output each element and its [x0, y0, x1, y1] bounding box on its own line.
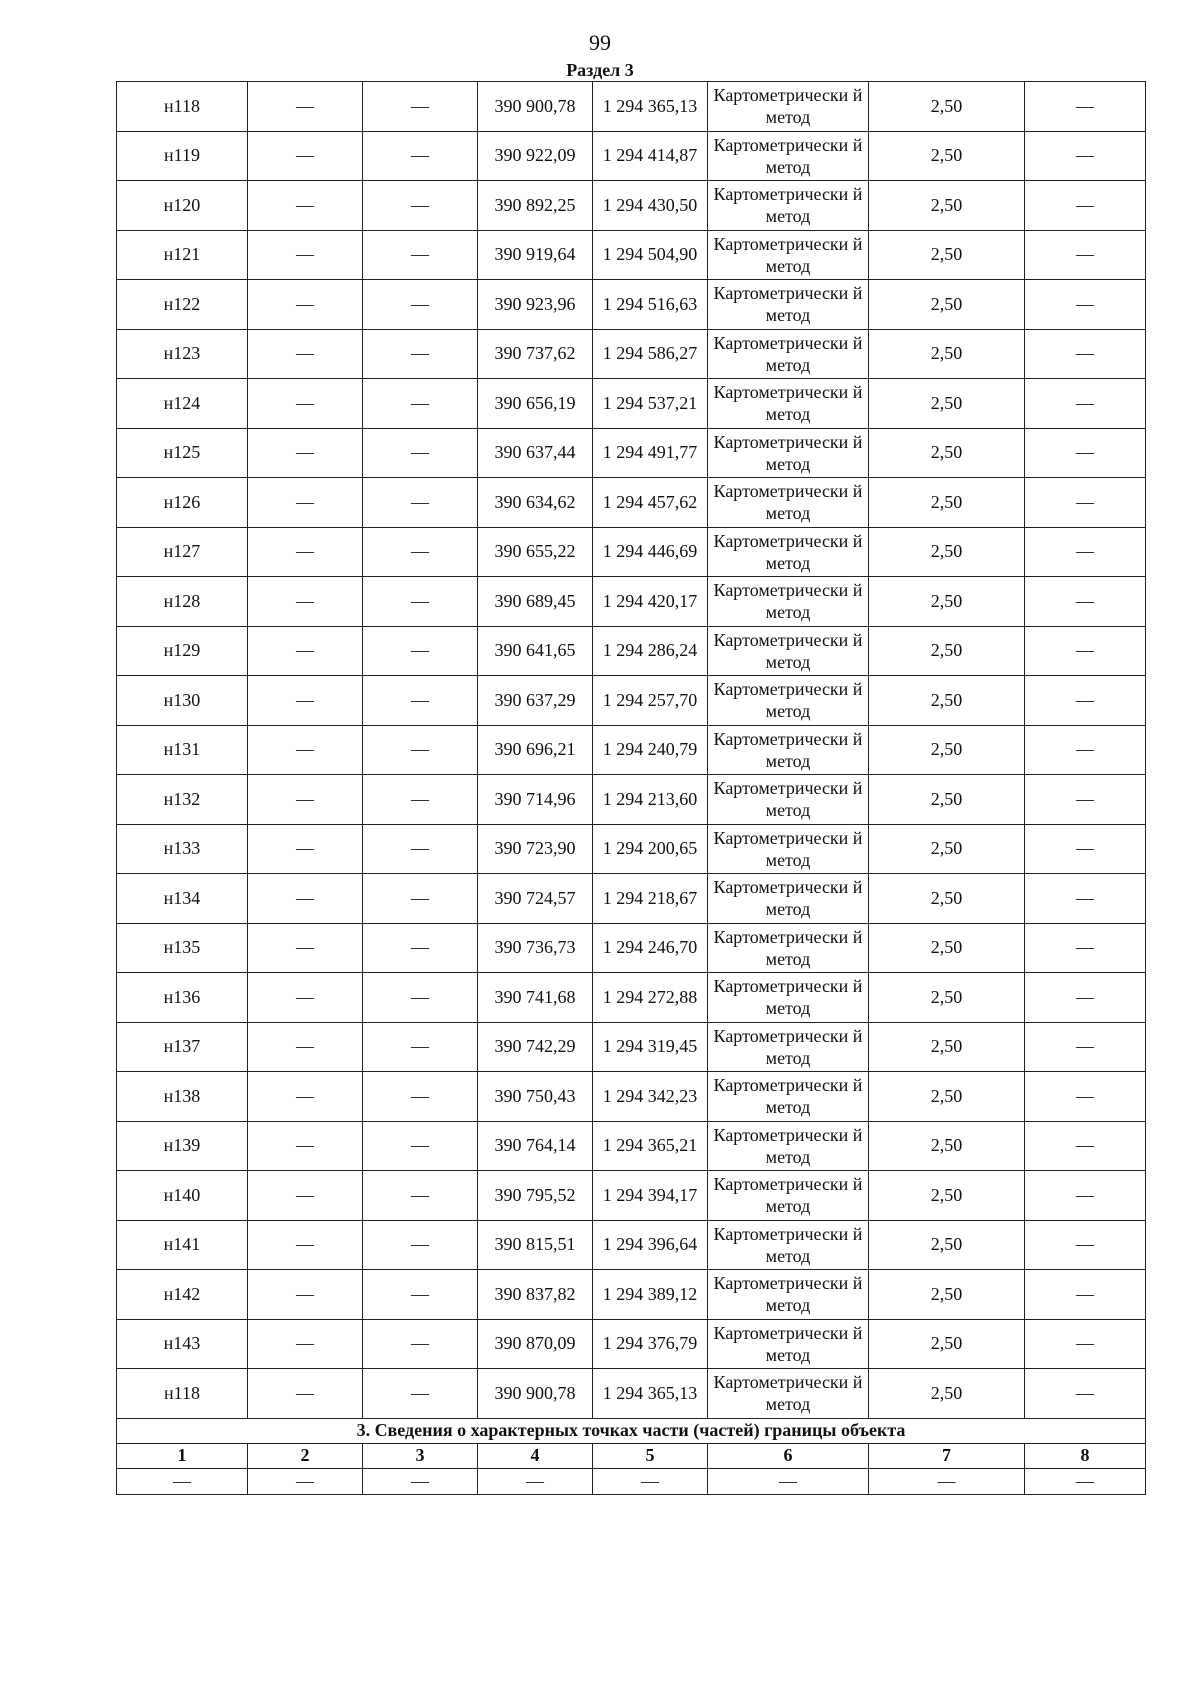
dash-cell: — — [869, 1468, 1025, 1494]
x-coordinate-cell: 390 742,29 — [478, 1022, 593, 1072]
point-name-cell: н126 — [117, 478, 248, 528]
table-row — [117, 1121, 1146, 1171]
point-name-cell: н134 — [117, 874, 248, 924]
x-coordinate-cell: 390 900,78 — [478, 82, 593, 132]
table-row — [117, 280, 1146, 330]
table-row — [117, 1072, 1146, 1122]
table-row — [117, 428, 1146, 478]
dash-cell: — — [363, 131, 478, 181]
y-coordinate-cell: 1 294 365,21 — [593, 1121, 708, 1171]
point-name-cell: н142 — [117, 1270, 248, 1320]
dash-cell: — — [1025, 527, 1146, 577]
column-number-cell: 8 — [1025, 1443, 1146, 1468]
dash-cell: — — [248, 1022, 363, 1072]
y-coordinate-cell: 1 294 457,62 — [593, 478, 708, 528]
table-row — [117, 577, 1146, 627]
dash-cell: — — [248, 329, 363, 379]
dash-cell: — — [248, 725, 363, 775]
dash-cell: — — [248, 379, 363, 429]
dash-cell: — — [1025, 1220, 1146, 1270]
x-coordinate-cell: 390 923,96 — [478, 280, 593, 330]
dash-cell: — — [593, 1468, 708, 1494]
dash-cell: — — [248, 478, 363, 528]
dash-cell: — — [363, 725, 478, 775]
y-coordinate-cell: 1 294 272,88 — [593, 973, 708, 1023]
accuracy-cell: 2,50 — [869, 82, 1025, 132]
dash-cell: — — [363, 775, 478, 825]
accuracy-cell: 2,50 — [869, 1171, 1025, 1221]
part-empty-row — [117, 1468, 1146, 1494]
table-row — [117, 1270, 1146, 1320]
point-name-cell: н143 — [117, 1319, 248, 1369]
accuracy-cell: 2,50 — [869, 824, 1025, 874]
y-coordinate-cell: 1 294 491,77 — [593, 428, 708, 478]
dash-cell: — — [363, 329, 478, 379]
dash-cell: — — [1025, 1270, 1146, 1320]
x-coordinate-cell: 390 723,90 — [478, 824, 593, 874]
y-coordinate-cell: 1 294 376,79 — [593, 1319, 708, 1369]
point-name-cell: н119 — [117, 131, 248, 181]
accuracy-cell: 2,50 — [869, 230, 1025, 280]
x-coordinate-cell: 390 689,45 — [478, 577, 593, 627]
dash-cell: — — [248, 626, 363, 676]
dash-cell: — — [248, 1121, 363, 1171]
column-number-cell: 7 — [869, 1443, 1025, 1468]
dash-cell: — — [363, 428, 478, 478]
dash-cell: — — [248, 577, 363, 627]
part-section-caption: 3. Сведения о характерных точках части (частей) границы объекта — [117, 1418, 1146, 1443]
method-cell: Картометрически й метод — [708, 1220, 869, 1270]
accuracy-cell: 2,50 — [869, 1369, 1025, 1419]
method-cell: Картометрически й метод — [708, 478, 869, 528]
y-coordinate-cell: 1 294 504,90 — [593, 230, 708, 280]
dash-cell: — — [363, 280, 478, 330]
y-coordinate-cell: 1 294 586,27 — [593, 329, 708, 379]
table-row — [117, 230, 1146, 280]
table-row — [117, 181, 1146, 231]
accuracy-cell: 2,50 — [869, 1270, 1025, 1320]
dash-cell: — — [248, 676, 363, 726]
dash-cell: — — [248, 131, 363, 181]
dash-cell: — — [363, 527, 478, 577]
dash-cell: — — [1025, 181, 1146, 231]
method-cell: Картометрически й метод — [708, 973, 869, 1023]
method-cell: Картометрически й метод — [708, 923, 869, 973]
dash-cell: — — [248, 527, 363, 577]
dash-cell: — — [248, 181, 363, 231]
column-number-cell: 2 — [248, 1443, 363, 1468]
point-name-cell: н125 — [117, 428, 248, 478]
dash-cell: — — [1025, 676, 1146, 726]
x-coordinate-cell: 390 634,62 — [478, 478, 593, 528]
point-name-cell: н138 — [117, 1072, 248, 1122]
point-name-cell: н127 — [117, 527, 248, 577]
column-number-cell: 1 — [117, 1443, 248, 1468]
accuracy-cell: 2,50 — [869, 280, 1025, 330]
table-row — [117, 329, 1146, 379]
dash-cell: — — [1025, 1022, 1146, 1072]
point-name-cell: н131 — [117, 725, 248, 775]
dash-cell: — — [363, 1369, 478, 1419]
dash-cell: — — [708, 1468, 869, 1494]
y-coordinate-cell: 1 294 319,45 — [593, 1022, 708, 1072]
dash-cell: — — [1025, 478, 1146, 528]
point-name-cell: н136 — [117, 973, 248, 1023]
method-cell: Картометрически й метод — [708, 181, 869, 231]
x-coordinate-cell: 390 641,65 — [478, 626, 593, 676]
y-coordinate-cell: 1 294 246,70 — [593, 923, 708, 973]
method-cell: Картометрически й метод — [708, 874, 869, 924]
dash-cell: — — [1025, 626, 1146, 676]
table-row — [117, 1022, 1146, 1072]
dash-cell: — — [1025, 1171, 1146, 1221]
x-coordinate-cell: 390 764,14 — [478, 1121, 593, 1171]
x-coordinate-cell: 390 741,68 — [478, 973, 593, 1023]
table-row — [117, 824, 1146, 874]
point-name-cell: н137 — [117, 1022, 248, 1072]
point-name-cell: н133 — [117, 824, 248, 874]
x-coordinate-cell: 390 637,29 — [478, 676, 593, 726]
accuracy-cell: 2,50 — [869, 1220, 1025, 1270]
x-coordinate-cell: 390 919,64 — [478, 230, 593, 280]
point-name-cell: н135 — [117, 923, 248, 973]
point-name-cell: н140 — [117, 1171, 248, 1221]
y-coordinate-cell: 1 294 286,24 — [593, 626, 708, 676]
dash-cell: — — [1025, 280, 1146, 330]
x-coordinate-cell: 390 900,78 — [478, 1369, 593, 1419]
y-coordinate-cell: 1 294 414,87 — [593, 131, 708, 181]
method-cell: Картометрически й метод — [708, 577, 869, 627]
method-cell: Картометрически й метод — [708, 1270, 869, 1320]
y-coordinate-cell: 1 294 213,60 — [593, 775, 708, 825]
x-coordinate-cell: 390 736,73 — [478, 923, 593, 973]
table-row — [117, 1319, 1146, 1369]
accuracy-cell: 2,50 — [869, 131, 1025, 181]
y-coordinate-cell: 1 294 394,17 — [593, 1171, 708, 1221]
dash-cell: — — [363, 1022, 478, 1072]
y-coordinate-cell: 1 294 365,13 — [593, 82, 708, 132]
column-number-cell: 5 — [593, 1443, 708, 1468]
dash-cell: — — [1025, 725, 1146, 775]
method-cell: Картометрически й метод — [708, 824, 869, 874]
column-numbers-row — [117, 1443, 1146, 1468]
y-coordinate-cell: 1 294 396,64 — [593, 1220, 708, 1270]
accuracy-cell: 2,50 — [869, 577, 1025, 627]
part-section-caption-row — [117, 1418, 1146, 1443]
dash-cell: — — [363, 1121, 478, 1171]
method-cell: Картометрически й метод — [708, 329, 869, 379]
dash-cell: — — [1025, 131, 1146, 181]
table-row — [117, 676, 1146, 726]
accuracy-cell: 2,50 — [869, 973, 1025, 1023]
y-coordinate-cell: 1 294 537,21 — [593, 379, 708, 429]
table-row — [117, 874, 1146, 924]
method-cell: Картометрически й метод — [708, 527, 869, 577]
dash-cell: — — [363, 478, 478, 528]
dash-cell: — — [363, 874, 478, 924]
dash-cell: — — [363, 1220, 478, 1270]
page-number: 99 — [589, 30, 611, 55]
x-coordinate-cell: 390 837,82 — [478, 1270, 593, 1320]
dash-cell: — — [363, 1270, 478, 1320]
point-name-cell: н139 — [117, 1121, 248, 1171]
dash-cell: — — [248, 874, 363, 924]
dash-cell: — — [363, 1171, 478, 1221]
accuracy-cell: 2,50 — [869, 923, 1025, 973]
dash-cell: — — [1025, 379, 1146, 429]
dash-cell: — — [1025, 329, 1146, 379]
method-cell: Картометрически й метод — [708, 1171, 869, 1221]
dash-cell: — — [248, 1220, 363, 1270]
dash-cell: — — [1025, 428, 1146, 478]
table-row — [117, 131, 1146, 181]
y-coordinate-cell: 1 294 420,17 — [593, 577, 708, 627]
method-cell: Картометрически й метод — [708, 1072, 869, 1122]
x-coordinate-cell: 390 892,25 — [478, 181, 593, 231]
method-cell: Картометрически й метод — [708, 82, 869, 132]
dash-cell: — — [363, 1319, 478, 1369]
table-row — [117, 725, 1146, 775]
x-coordinate-cell: 390 637,44 — [478, 428, 593, 478]
table-row — [117, 478, 1146, 528]
point-name-cell: н118 — [117, 1369, 248, 1419]
table-row — [117, 1369, 1146, 1419]
accuracy-cell: 2,50 — [869, 725, 1025, 775]
dash-cell: — — [248, 1171, 363, 1221]
dash-cell: — — [248, 775, 363, 825]
dash-cell: — — [363, 973, 478, 1023]
dash-cell: — — [248, 1369, 363, 1419]
y-coordinate-cell: 1 294 430,50 — [593, 181, 708, 231]
method-cell: Картометрически й метод — [708, 1121, 869, 1171]
dash-cell: — — [248, 280, 363, 330]
table-row — [117, 527, 1146, 577]
dash-cell: — — [248, 230, 363, 280]
x-coordinate-cell: 390 656,19 — [478, 379, 593, 429]
y-coordinate-cell: 1 294 200,65 — [593, 824, 708, 874]
accuracy-cell: 2,50 — [869, 1319, 1025, 1369]
dash-cell: — — [248, 1319, 363, 1369]
dash-cell: — — [363, 379, 478, 429]
x-coordinate-cell: 390 750,43 — [478, 1072, 593, 1122]
y-coordinate-cell: 1 294 516,63 — [593, 280, 708, 330]
point-name-cell: н129 — [117, 626, 248, 676]
accuracy-cell: 2,50 — [869, 676, 1025, 726]
table-row — [117, 973, 1146, 1023]
dash-cell: — — [248, 1468, 363, 1494]
y-coordinate-cell: 1 294 257,70 — [593, 676, 708, 726]
point-name-cell: н122 — [117, 280, 248, 330]
method-cell: Картометрически й метод — [708, 131, 869, 181]
x-coordinate-cell: 390 696,21 — [478, 725, 593, 775]
y-coordinate-cell: 1 294 342,23 — [593, 1072, 708, 1122]
method-cell: Картометрически й метод — [708, 775, 869, 825]
dash-cell: — — [1025, 82, 1146, 132]
table-row — [117, 775, 1146, 825]
point-name-cell: н118 — [117, 82, 248, 132]
dash-cell: — — [363, 577, 478, 627]
method-cell: Картометрически й метод — [708, 1319, 869, 1369]
column-number-cell: 4 — [478, 1443, 593, 1468]
table-row — [117, 626, 1146, 676]
dash-cell: — — [363, 181, 478, 231]
method-cell: Картометрически й метод — [708, 1022, 869, 1072]
x-coordinate-cell: 390 714,96 — [478, 775, 593, 825]
table-row — [117, 1171, 1146, 1221]
x-coordinate-cell: 390 922,09 — [478, 131, 593, 181]
point-name-cell: н124 — [117, 379, 248, 429]
x-coordinate-cell: 390 795,52 — [478, 1171, 593, 1221]
section-title: Раздел 3 — [566, 60, 634, 80]
dash-cell: — — [363, 923, 478, 973]
dash-cell: — — [363, 82, 478, 132]
dash-cell: — — [1025, 1468, 1146, 1494]
point-name-cell: н123 — [117, 329, 248, 379]
dash-cell: — — [248, 923, 363, 973]
dash-cell: — — [1025, 775, 1146, 825]
dash-cell: — — [363, 230, 478, 280]
table-row — [117, 1220, 1146, 1270]
method-cell: Картометрически й метод — [708, 676, 869, 726]
accuracy-cell: 2,50 — [869, 626, 1025, 676]
dash-cell: — — [363, 824, 478, 874]
table-row — [117, 379, 1146, 429]
boundary-points-table — [116, 81, 1146, 1495]
dash-cell: — — [1025, 824, 1146, 874]
dash-cell: — — [248, 824, 363, 874]
dash-cell: — — [363, 1468, 478, 1494]
method-cell: Картометрически й метод — [708, 428, 869, 478]
point-name-cell: н128 — [117, 577, 248, 627]
dash-cell: — — [1025, 1121, 1146, 1171]
accuracy-cell: 2,50 — [869, 874, 1025, 924]
dash-cell: — — [363, 1072, 478, 1122]
y-coordinate-cell: 1 294 446,69 — [593, 527, 708, 577]
method-cell: Картометрически й метод — [708, 379, 869, 429]
dash-cell: — — [1025, 923, 1146, 973]
dash-cell: — — [363, 626, 478, 676]
point-name-cell: н141 — [117, 1220, 248, 1270]
method-cell: Картометрически й метод — [708, 230, 869, 280]
accuracy-cell: 2,50 — [869, 775, 1025, 825]
accuracy-cell: 2,50 — [869, 1022, 1025, 1072]
accuracy-cell: 2,50 — [869, 478, 1025, 528]
x-coordinate-cell: 390 737,62 — [478, 329, 593, 379]
dash-cell: — — [248, 82, 363, 132]
accuracy-cell: 2,50 — [869, 379, 1025, 429]
accuracy-cell: 2,50 — [869, 428, 1025, 478]
method-cell: Картометрически й метод — [708, 280, 869, 330]
dash-cell: — — [248, 1072, 363, 1122]
table-row — [117, 82, 1146, 132]
column-number-cell: 6 — [708, 1443, 869, 1468]
part-section — [117, 1418, 1146, 1494]
points-table-body — [117, 82, 1146, 1419]
dash-cell: — — [478, 1468, 593, 1494]
table-row — [117, 923, 1146, 973]
method-cell: Картометрически й метод — [708, 1369, 869, 1419]
point-name-cell: н121 — [117, 230, 248, 280]
x-coordinate-cell: 390 815,51 — [478, 1220, 593, 1270]
method-cell: Картометрически й метод — [708, 626, 869, 676]
accuracy-cell: 2,50 — [869, 181, 1025, 231]
dash-cell: — — [248, 428, 363, 478]
dash-cell: — — [1025, 230, 1146, 280]
point-name-cell: н120 — [117, 181, 248, 231]
x-coordinate-cell: 390 870,09 — [478, 1319, 593, 1369]
method-cell: Картометрически й метод — [708, 725, 869, 775]
y-coordinate-cell: 1 294 389,12 — [593, 1270, 708, 1320]
dash-cell: — — [1025, 1369, 1146, 1419]
dash-cell: — — [1025, 1072, 1146, 1122]
y-coordinate-cell: 1 294 365,13 — [593, 1369, 708, 1419]
dash-cell: — — [1025, 1319, 1146, 1369]
point-name-cell: н132 — [117, 775, 248, 825]
dash-cell: — — [1025, 973, 1146, 1023]
dash-cell: — — [248, 1270, 363, 1320]
dash-cell: — — [363, 676, 478, 726]
dash-cell: — — [1025, 577, 1146, 627]
y-coordinate-cell: 1 294 240,79 — [593, 725, 708, 775]
column-number-cell: 3 — [363, 1443, 478, 1468]
accuracy-cell: 2,50 — [869, 329, 1025, 379]
dash-cell: — — [248, 973, 363, 1023]
accuracy-cell: 2,50 — [869, 1072, 1025, 1122]
x-coordinate-cell: 390 655,22 — [478, 527, 593, 577]
y-coordinate-cell: 1 294 218,67 — [593, 874, 708, 924]
dash-cell: — — [117, 1468, 248, 1494]
dash-cell: — — [1025, 874, 1146, 924]
accuracy-cell: 2,50 — [869, 527, 1025, 577]
x-coordinate-cell: 390 724,57 — [478, 874, 593, 924]
accuracy-cell: 2,50 — [869, 1121, 1025, 1171]
point-name-cell: н130 — [117, 676, 248, 726]
